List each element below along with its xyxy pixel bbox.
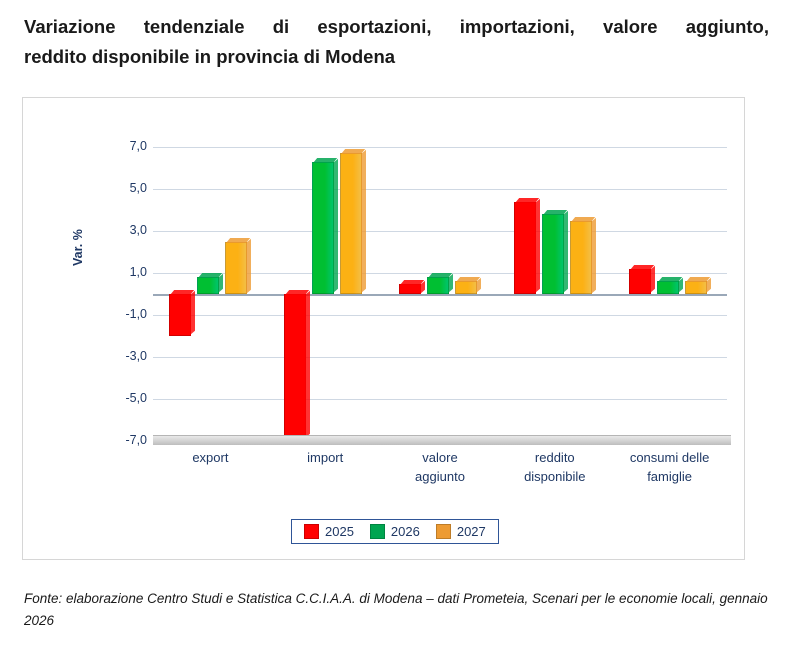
bar[interactable] — [427, 277, 449, 294]
legend-swatch — [304, 524, 319, 539]
chart-floor — [153, 435, 731, 445]
bar-side-face — [246, 238, 251, 293]
x-tick-label: reddito disponibile — [524, 450, 586, 484]
y-axis-title: Var. % — [71, 229, 85, 266]
bar-group — [153, 126, 268, 441]
y-tick-label: 5,0 — [129, 181, 147, 195]
bar-group — [497, 126, 612, 441]
bar-side-face — [476, 278, 481, 293]
legend-label: 2025 — [325, 524, 354, 539]
bar-side-face — [706, 278, 711, 293]
bar[interactable] — [284, 294, 306, 439]
source-note: Fonte: elaborazione Centro Studi e Statistica C.C.I.A.A. di Modena – dati Prometeia, Scenari per le economie locali, gennaio 2026 — [24, 591, 768, 628]
bar[interactable] — [312, 162, 334, 294]
legend-item[interactable] — [304, 524, 354, 539]
y-tick-label: -1,0 — [125, 307, 147, 321]
bar-slot — [340, 126, 366, 441]
bar-set — [268, 126, 383, 441]
bar-slot — [225, 126, 251, 441]
x-axis-labels — [153, 448, 727, 510]
bar-slot — [629, 126, 655, 441]
bar-slot — [455, 126, 481, 441]
bar-slot — [542, 126, 568, 441]
bar-side-face — [678, 278, 683, 293]
bar-side-face — [563, 211, 568, 293]
legend-swatch — [370, 524, 385, 539]
bar-slot — [169, 126, 195, 441]
bar-group — [268, 126, 383, 441]
bar-slot — [685, 126, 711, 441]
page-title — [24, 12, 769, 72]
x-tick-label: import — [307, 450, 344, 465]
bar-slot — [197, 126, 223, 441]
bar[interactable] — [657, 281, 679, 294]
title-line-1: Variazione tendenziale di esportazioni, importazioni, valore aggiunto, — [24, 16, 769, 37]
bar-side-face — [305, 291, 310, 438]
x-tick-label: export — [192, 450, 229, 465]
bar[interactable] — [685, 281, 707, 294]
y-axis-ticks — [95, 126, 147, 447]
bar[interactable] — [169, 294, 191, 336]
legend-label: 2026 — [390, 524, 420, 539]
y-tick-label: -3,0 — [125, 349, 147, 363]
bar-slot — [312, 126, 338, 441]
legend-swatch — [436, 524, 451, 539]
bar-side-face — [190, 291, 195, 335]
bar[interactable] — [399, 284, 421, 295]
y-tick-label: -7,0 — [125, 433, 147, 447]
y-tick-label: 3,0 — [129, 223, 147, 237]
chart-legend — [291, 519, 499, 544]
bar[interactable] — [225, 242, 247, 295]
bar-set — [153, 126, 268, 441]
bar[interactable] — [340, 153, 362, 294]
bar[interactable] — [514, 202, 536, 294]
bar-group — [383, 126, 498, 441]
bar-set — [383, 126, 498, 441]
chart-area — [22, 97, 745, 560]
bar-slot — [514, 126, 540, 441]
bar-slot — [427, 126, 453, 441]
bar[interactable] — [455, 281, 477, 294]
bar-side-face — [535, 198, 540, 293]
y-tick-label: 1,0 — [129, 265, 147, 279]
title-line-2: reddito disponibile in provincia di Modena — [24, 46, 396, 67]
bar-groups — [153, 126, 727, 441]
bar-slot — [399, 126, 425, 441]
bar[interactable] — [570, 221, 592, 295]
bar-group — [612, 126, 727, 441]
bar-side-face — [591, 217, 596, 293]
bar-side-face — [218, 274, 223, 293]
legend-label: 2027 — [456, 524, 486, 539]
bar-side-face — [333, 158, 338, 292]
y-tick-label: 7,0 — [129, 139, 147, 153]
legend-item[interactable] — [370, 524, 420, 539]
bar-slot — [284, 126, 310, 441]
bar-side-face — [448, 274, 453, 293]
bar-set — [612, 126, 727, 441]
bar[interactable] — [542, 214, 564, 294]
x-tick-label: consumi delle famiglie — [629, 450, 710, 484]
bar-slot — [570, 126, 596, 441]
bar-slot — [657, 126, 683, 441]
bar-side-face — [361, 150, 366, 293]
plot-area — [153, 126, 727, 441]
bar[interactable] — [197, 277, 219, 294]
y-tick-label: -5,0 — [125, 391, 147, 405]
bar-side-face — [650, 266, 655, 293]
legend-item[interactable] — [436, 524, 486, 539]
x-tick-label: valore aggiunto — [415, 450, 465, 484]
bar[interactable] — [629, 269, 651, 294]
bar-set — [497, 126, 612, 441]
